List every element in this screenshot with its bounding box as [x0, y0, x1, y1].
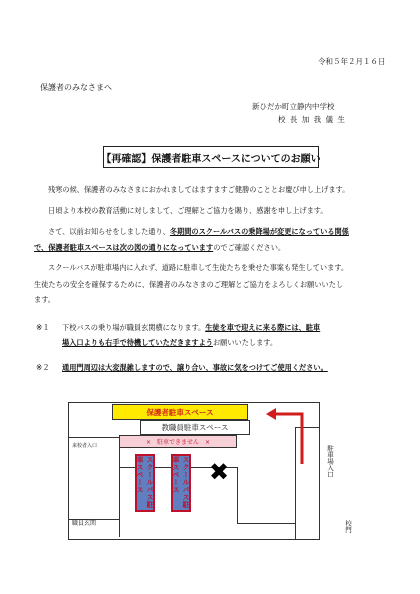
- parent-parking-space: 保護者駐車スペース: [112, 404, 248, 420]
- paragraph-4: [34, 242, 285, 253]
- side-entrance-label: 来校者入口: [72, 443, 98, 449]
- note-1-highlight-a: 生徒を車で迎えに来る際には、駐車: [205, 323, 321, 332]
- school-gate-label: 校門: [344, 520, 352, 533]
- no-parking-zone: × 駐車できません ×: [119, 435, 237, 448]
- note-2-text: 通用門周辺は大変混雑しますので、譲り合い、事故に気をつけてご使用ください。: [62, 363, 328, 372]
- staff-parking-space: 教職員駐車スペース: [140, 420, 250, 435]
- note-1-highlight-b: 場入口よりも右手で待機していただきますよう: [62, 338, 213, 347]
- paragraph-1: 残寒の候、保護者のみなさまにおかれましてはますますご健勝のこととお慶び申し上げます。: [48, 185, 350, 194]
- paragraph-3: [48, 226, 349, 237]
- addressee: 保護者のみなさまへ: [40, 83, 112, 92]
- paragraph-2: 日頃より本校の教育活動に対しまして、ご理解とご協力を賜り、感謝を申し上げます。: [48, 206, 328, 215]
- school-name: 新ひだか町立静内中学校: [252, 102, 335, 111]
- paragraph-3-text: さて、以前お知らせをしました通り、: [48, 227, 170, 236]
- paragraph-7: ます。: [34, 295, 55, 304]
- parking-entrance-label: 駐車場入口: [326, 445, 334, 478]
- note-1-text-end: お願いいたします。: [212, 338, 278, 347]
- bus-space-2: スクールバス駐車スペース: [171, 454, 191, 512]
- letter-date: 令和５年２月１６日: [318, 57, 386, 66]
- no-entry-cross-icon: ✖: [209, 458, 230, 486]
- paragraph-4-text: のでご確認ください。: [213, 243, 286, 252]
- note-1-line-2: [62, 337, 277, 348]
- page-title: 【再確認】保護者駐車スペースについてのお願い: [103, 146, 319, 168]
- note-1-text: 下校バスの乗り場が職員玄関横になります。: [62, 323, 206, 332]
- paragraph-3-highlight: 冬期間のスクールバスの乗降場が変更になっている関係: [169, 227, 349, 236]
- entry-arrow-icon: [262, 404, 310, 468]
- bus-space-1: スクールバス駐車スペース: [135, 454, 155, 512]
- paragraph-4-highlight: で、保護者駐車スペースは次の図の通りになっています: [34, 243, 214, 252]
- note-2-mark: ※２: [36, 363, 50, 372]
- paragraph-5: スクールバスが駐車場内に入れず、道路に駐車して生徒たちを乗せた事案も発生しています。: [48, 263, 349, 272]
- paragraph-6: 生徒たちの安全を確保するために、保護者のみなさまのご理解とご協力をよろしくお願いいたし: [34, 280, 344, 289]
- principal-name: 校 長 加 我 儀 生: [278, 115, 346, 124]
- note-1-line-1: [62, 322, 320, 333]
- note-1-mark: ※１: [36, 323, 50, 332]
- staff-entrance-label: 職員玄関: [72, 520, 97, 527]
